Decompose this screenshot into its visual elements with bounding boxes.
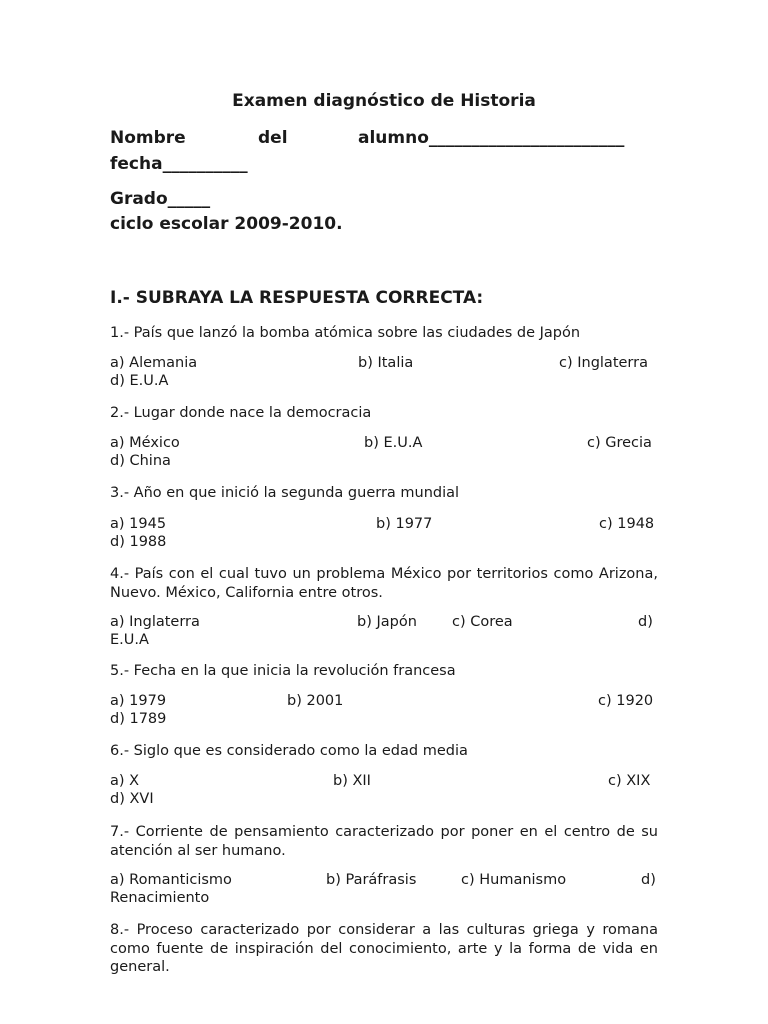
question-8: 8.- Proceso caracterizado por considerar a las culturas griega y romana como fuente de inspiración del conocimiento, arte y la forma de vida en general. (110, 922, 658, 975)
q7-option-d-prefix: d) (641, 872, 656, 888)
question-3: 3.- Año en que inició la segunda guerra mundial (110, 485, 460, 501)
q5-option-c: c) 1920 (598, 693, 654, 709)
q3-option-d: d) 1988 (110, 534, 167, 550)
q7-option-a: a) Romanticismo (110, 872, 232, 888)
q1-option-d: d) E.U.A (110, 373, 169, 389)
q3-option-b: b) 1977 (376, 516, 433, 532)
alumno-field: alumno_______________________ (358, 128, 625, 148)
q2-option-c: c) Grecia (587, 435, 652, 451)
q7-option-b: b) Paráfrasis (326, 872, 417, 888)
del-label: del (258, 128, 288, 148)
q7-option-d: Renacimiento (110, 890, 210, 906)
q6-option-b: b) XII (333, 773, 371, 789)
q4-option-d: E.U.A (110, 632, 149, 648)
question-6: 6.- Siglo que es considerado como la edad media (110, 743, 468, 759)
q6-option-d: d) XVI (110, 791, 154, 807)
q3-option-c: c) 1948 (599, 516, 655, 532)
q6-option-a: a) X (110, 773, 140, 789)
q2-option-b: b) E.U.A (364, 435, 423, 451)
q5-option-a: a) 1979 (110, 693, 167, 709)
q6-option-c: c) XIX (608, 773, 651, 789)
q4-option-a: a) Inglaterra (110, 614, 200, 630)
ciclo-escolar: ciclo escolar 2009-2010. (110, 214, 343, 234)
exam-title: Examen diagnóstico de Historia (232, 91, 536, 111)
question-5: 5.- Fecha en la que inicia la revolución francesa (110, 663, 456, 679)
q2-option-a: a) México (110, 435, 180, 451)
q4-option-d-prefix: d) (638, 614, 653, 630)
q1-option-b: b) Italia (358, 355, 414, 371)
q1-option-c: c) Inglaterra (559, 355, 648, 371)
q4-option-b: b) Japón (357, 614, 417, 630)
q5-option-d: d) 1789 (110, 711, 167, 727)
q4-option-c: c) Corea (452, 614, 513, 630)
q5-option-b: b) 2001 (287, 693, 344, 709)
nombre-label: Nombre (110, 128, 186, 148)
q1-option-a: a) Alemania (110, 355, 198, 371)
question-4: 4.- País con el cual tuvo un problema México por territorios como Arizona, Nuevo. México, California entre otros. (110, 566, 658, 601)
q2-option-d: d) China (110, 453, 171, 469)
q7-option-c: c) Humanismo (461, 872, 567, 888)
question-1: 1.- País que lanzó la bomba atómica sobre las ciudades de Japón (110, 325, 581, 341)
q3-option-a: a) 1945 (110, 516, 167, 532)
section-title: I.- SUBRAYA LA RESPUESTA CORRECTA: (110, 288, 484, 308)
question-2: 2.- Lugar donde nace la democracia (110, 405, 372, 421)
fecha-field: fecha__________ (110, 154, 248, 174)
question-7: 7.- Corriente de pensamiento caracterizado por poner en el centro de su atención al ser humano. (110, 824, 658, 859)
grado-field: Grado_____ (110, 189, 211, 209)
